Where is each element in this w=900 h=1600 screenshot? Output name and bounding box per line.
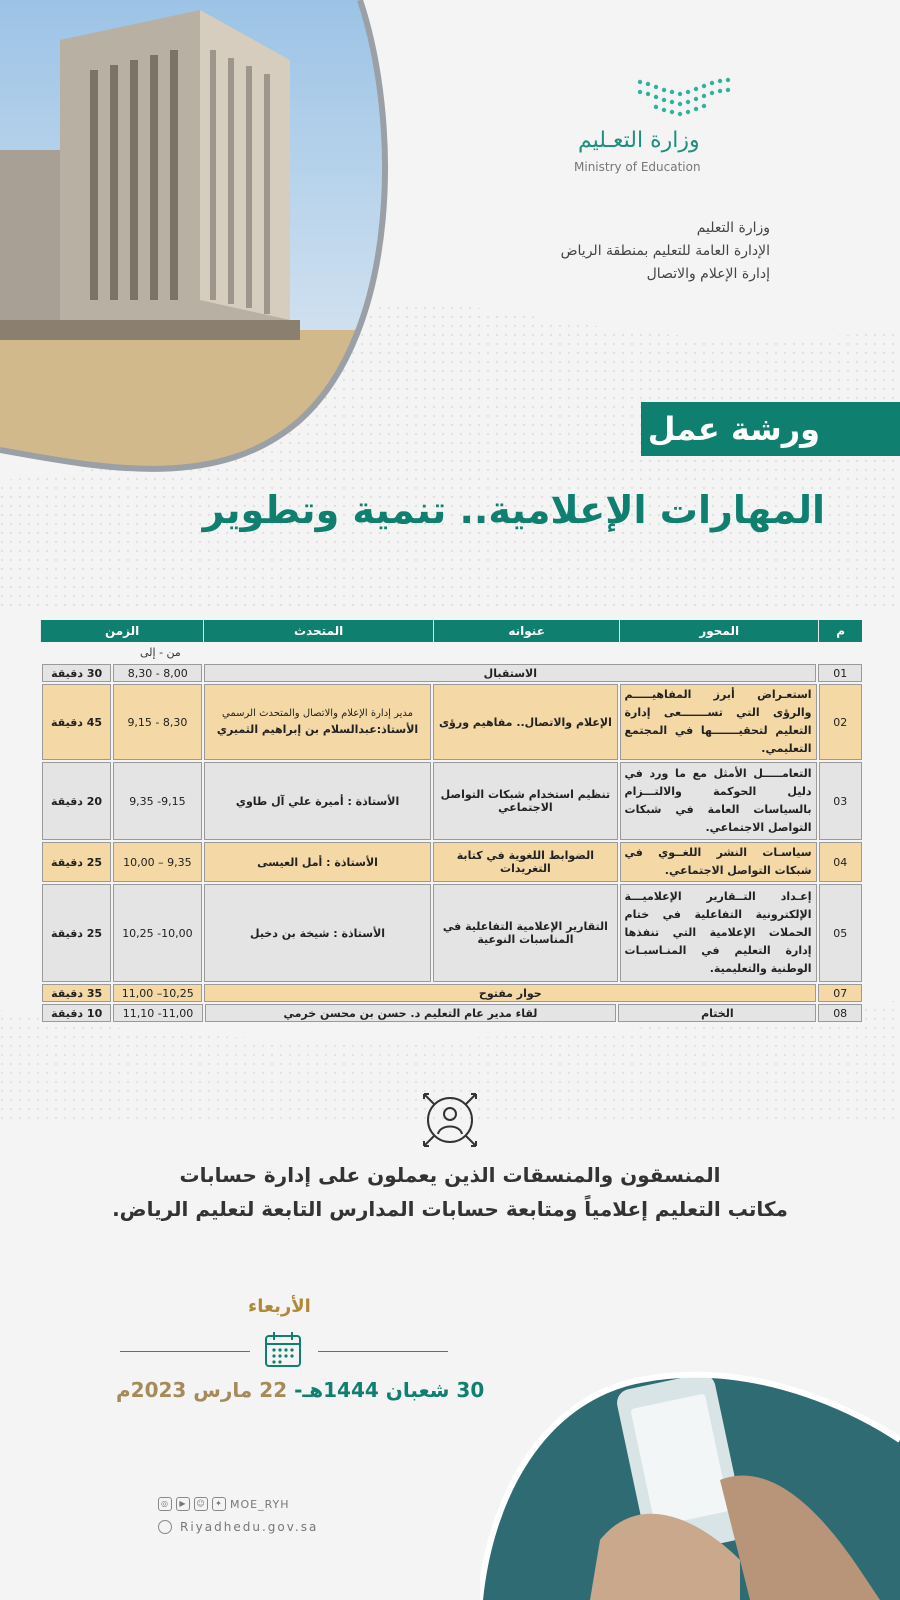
organization-lines [561,217,770,286]
cell-m: 05 [819,884,862,982]
header-speaker: المتحدث [203,620,433,642]
logo-english-text: Ministry of Education [574,160,701,174]
youtube-icon[interactable]: ▶ [176,1497,190,1511]
cell-m: 03 [819,762,862,840]
workshop-label: ورشة عمل [641,402,900,456]
from-to-label: من - إلى [140,646,181,659]
cell-merged: لقاء مدير عام التعليم د. حسن بن محسن خرمي [205,1004,617,1022]
cell-time: 8,00 - 8,30 [113,664,202,682]
cell-m: 08 [818,1004,862,1022]
building-photo [0,0,400,480]
header-title: عنوانه [433,620,619,642]
social-handle[interactable]: MOE_RYH [230,1497,290,1511]
cell-m: 07 [818,984,862,1002]
cell-time: 9,15- 9,35 [113,762,202,840]
cell-duration: 10 دقيقة [42,1004,111,1022]
cell-merged: حوار مفتوح [204,984,816,1002]
cell-time: 10,00- 10,25 [113,884,202,982]
org-line: إدارة الإعلام والاتصال [646,266,770,282]
target-audience-icon [420,1090,480,1150]
website-link[interactable] [158,1520,318,1534]
page-title: المهارات الإعلامية.. تنمية وتطوير [202,488,825,532]
cell-speaker [204,684,432,760]
cell-axis: التعامـــــل الأمثل مع ما ورد في دليل الحوكمة والالتـــزام بالسياسات العامة في شبكات التواصل الاجتماعي. [620,762,817,840]
twitter-icon[interactable]: ✦ [212,1497,226,1511]
cell-m: 02 [819,684,862,760]
cell-time: 8,30 - 9,15 [113,684,202,760]
day-label: الأربعاء [248,1296,311,1317]
cell-speaker: الأستاذة : شيخة بن دخيل [204,884,432,982]
org-line: وزارة التعليم [696,220,770,236]
date-gregorian: 22 مارس 2023م [116,1378,288,1402]
header-m: م [818,620,862,642]
target-audience-text [0,1158,900,1226]
cell-time: 9,35 – 10,00 [113,842,202,882]
website-text[interactable]: Riyadhedu.gov.sa [180,1520,319,1534]
cell-axis: إعـداد التــقارير الإعلاميـــة الإلكترونية التفاعلية في ختام الحملات الإعلامية التي تنفذها إدارة التعليم في المنـاسبـات الوطنية والتعليمية. [620,884,817,982]
header-axis: المحور [619,620,818,642]
cell-speaker: الأستاذة : أمل العيسى [204,842,432,882]
cell-duration: 30 دقيقة [42,664,111,682]
cell-duration: 25 دقيقة [42,884,111,982]
cell-m: 01 [818,664,862,682]
org-line: الإدارة العامة للتعليم بمنطقة الرياض [560,243,770,259]
cell-duration: 45 دقيقة [42,684,111,760]
audience-line: مكاتب التعليم إعلامياً ومتابعة حسابات المدارس التابعة لتعليم الرياض. [112,1197,788,1221]
time-subheader [40,642,862,662]
cell-merged: الاستقبال [204,664,816,682]
cell-duration: 35 دقيقة [42,984,111,1002]
table-row [40,842,862,882]
schedule-table [40,620,862,1022]
calendar-icon [262,1328,304,1370]
table-row [40,1004,862,1022]
table-row [40,984,862,1002]
table-row [40,684,862,760]
cell-time: 11,00- 11,10 [113,1004,202,1022]
cell-title: تنظيم استخدام شبكات التواصل الاجتماعي [433,762,617,840]
divider-line [318,1351,448,1352]
table-header [40,620,862,642]
audience-line: المنسقون والمنسقات الذين يعملون على إدارة حسابات [179,1163,721,1187]
header-time: الزمن [40,620,203,642]
globe-icon [158,1520,172,1534]
cell-axis: استعـراض أبرز المفاهيـــــم والرؤى التي تســـــــعى إدارة التعليم لتحقيـــــــها في المجتمع التعليمي. [620,684,817,760]
cell-title: التقارير الإعلامية التفاعلية في المناسبات النوعية [433,884,617,982]
cell-axis: سياسـات النشر اللغــوي في شبكات التواصل الاجتماعي. [620,842,817,882]
cell-axis: الختام [618,1004,816,1022]
date-hijri: 30 شعبان 1444هـ- [294,1378,485,1402]
cell-title: الإعلام والاتصال.. مفاهيم ورؤى [433,684,617,760]
social-links [158,1497,290,1511]
snapchat-icon[interactable]: ☺ [194,1497,208,1511]
speaker-role: مدير إدارة الإعلام والاتصال والمتحدث الرسمي [222,708,414,719]
cell-time: 10,25– 11,00 [113,984,202,1002]
cell-title: الضوابط اللغوية في كتابة التغريدات [433,842,617,882]
cell-m: 04 [819,842,862,882]
instagram-icon[interactable]: ◎ [158,1497,172,1511]
phone-hands-photo [480,1340,900,1600]
logo-arabic-text: وزارة التعـليم [578,128,700,153]
cell-duration: 25 دقيقة [42,842,111,882]
cell-speaker: الأستاذة : أميرة علي آل طاوي [204,762,432,840]
table-row [40,762,862,840]
table-row [40,664,862,682]
table-row [40,884,862,982]
cell-duration: 20 دقيقة [42,762,111,840]
divider-line [120,1351,250,1352]
speaker-name: الأستاذ:عبدالسلام بن إبراهيم الثميري [216,723,419,736]
event-date [116,1378,484,1402]
